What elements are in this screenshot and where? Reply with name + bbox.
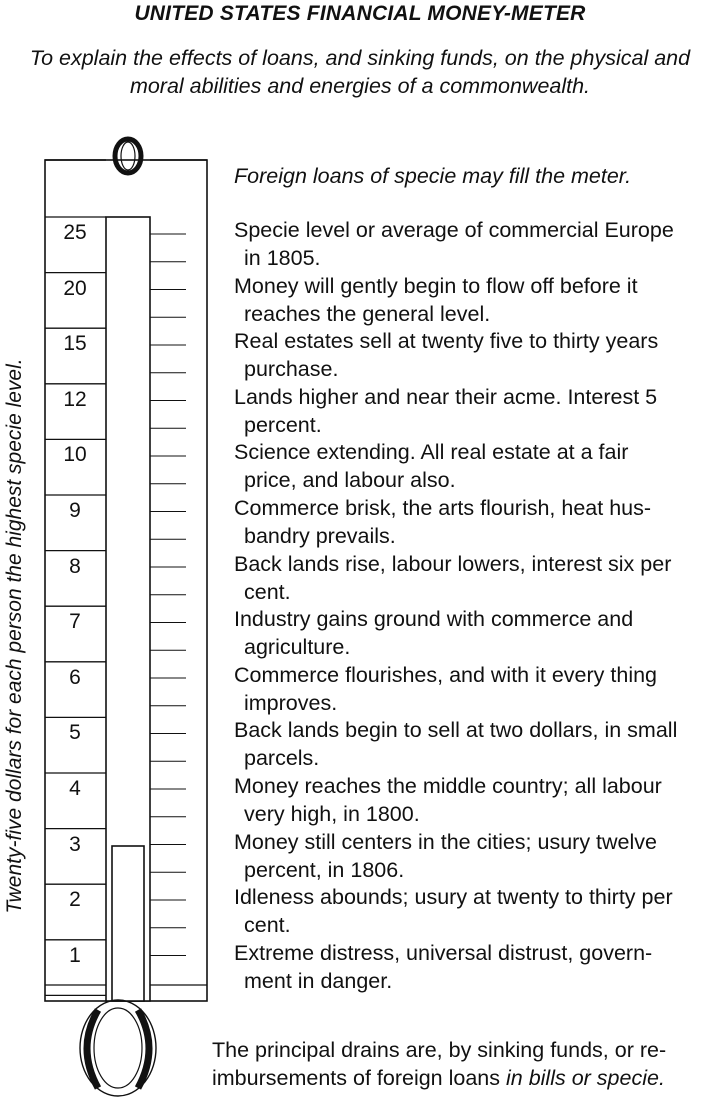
level-description-line-1: Commerce flourishes, and with it every thing — [234, 662, 658, 687]
level-description-line-2: cent. — [244, 913, 291, 938]
level-description-line-2: price, and labour also. — [244, 468, 456, 493]
level-description — [234, 494, 720, 550]
page-title: UNITED STATES FINANCIAL MONEY-METER — [134, 2, 586, 25]
level-description-line-2: bandry prevails. — [244, 524, 396, 548]
level-description-line-1: Lands higher and near their acme. Interest 5 — [234, 384, 658, 409]
level-description-line-2: parcels. — [244, 746, 320, 771]
level-description-line-2: improves. — [244, 690, 338, 715]
level-description-line-1: Back lands begin to sell at two dollars, in small — [234, 718, 678, 743]
level-description — [234, 772, 720, 828]
level-description — [234, 327, 720, 383]
level-description — [234, 550, 720, 606]
level-number: 1 — [69, 943, 81, 967]
level-description — [234, 383, 720, 439]
level-description-line-2: cent. — [244, 579, 291, 604]
level-description-line-2: very high, in 1800. — [244, 802, 420, 826]
level-description-line-1: Commerce brisk, the arts flourish, heat hus- — [234, 496, 652, 520]
level-description — [234, 216, 720, 272]
level-description-line-1: Money will gently begin to flow off before it — [234, 273, 638, 298]
level-description — [234, 883, 720, 939]
subtitle-line-2: moral abilities and energies of a commonwealth. — [129, 74, 591, 98]
level-description-line-2: in 1805. — [244, 246, 321, 270]
right-scale-ticks — [150, 234, 186, 956]
level-description — [234, 661, 720, 717]
level-number: 2 — [69, 888, 81, 912]
level-description-line-1: Money still centers in the cities; usury twelve — [234, 829, 657, 854]
level-description-line-1: Science extending. All real estate at a fair — [234, 440, 629, 465]
level-number: 6 — [69, 665, 81, 689]
top-ring-icon — [115, 139, 141, 173]
level-description-line-1: Back lands rise, labour lowers, interest six per — [234, 551, 672, 576]
meter-fill-column — [112, 846, 144, 1001]
level-description — [234, 605, 720, 661]
level-description — [234, 828, 720, 884]
bottom-note-line-1: The principal drains are, by sinking funds, or re- — [212, 1038, 667, 1062]
level-number: 8 — [69, 554, 81, 578]
level-description-line-1: Specie level or average of commercial Europe — [234, 218, 674, 242]
level-description-line-2: percent, in 1806. — [244, 857, 405, 882]
level-description-line-2: ment in danger. — [244, 968, 393, 993]
level-description — [234, 716, 720, 772]
level-description-line-1: Real estates sell at twenty five to thirty years — [234, 329, 659, 354]
level-description-line-1: Money reaches the middle country; all labour — [234, 774, 662, 798]
level-description-line-2: agriculture. — [244, 635, 351, 660]
subtitle-line-1: To explain the effects of loans, and sinking funds, on the physical and — [29, 46, 691, 70]
level-number: 12 — [63, 387, 87, 411]
level-description-line-1: Idleness abounds; usury at twenty to thirty per — [234, 885, 673, 910]
level-number: 7 — [69, 610, 81, 634]
level-number: 20 — [63, 276, 87, 300]
level-description-line-2: purchase. — [244, 357, 339, 382]
level-number: 10 — [63, 443, 87, 467]
bottom-note — [212, 1036, 717, 1092]
level-number: 25 — [63, 221, 87, 244]
level-description — [234, 939, 720, 995]
level-description-line-2: reaches the general level. — [244, 301, 491, 326]
bottom-note-line-2-italic: in bills or specie. — [505, 1066, 665, 1090]
level-number: 9 — [69, 499, 81, 522]
vertical-axis-label: Twenty-five dollars for each person the highest specie level. — [3, 358, 26, 914]
level-description — [234, 438, 720, 494]
level-number: 15 — [63, 332, 87, 356]
level-description-line-1: Industry gains ground with commerce and — [234, 607, 634, 632]
bottom-bulb-icon — [80, 1000, 156, 1096]
top-note: Foreign loans of specie may fill the meter. — [234, 164, 632, 188]
level-number: 4 — [69, 777, 81, 800]
level-number: 3 — [69, 832, 81, 856]
level-description-line-1: Extreme distress, universal distrust, govern- — [234, 940, 653, 965]
level-description — [234, 272, 720, 328]
level-number: 5 — [69, 721, 81, 745]
bottom-note-line-2 — [212, 1064, 717, 1092]
level-description-line-2: percent. — [244, 412, 322, 437]
bottom-note-line-2-plain: imbursements of foreign loans — [212, 1066, 506, 1090]
